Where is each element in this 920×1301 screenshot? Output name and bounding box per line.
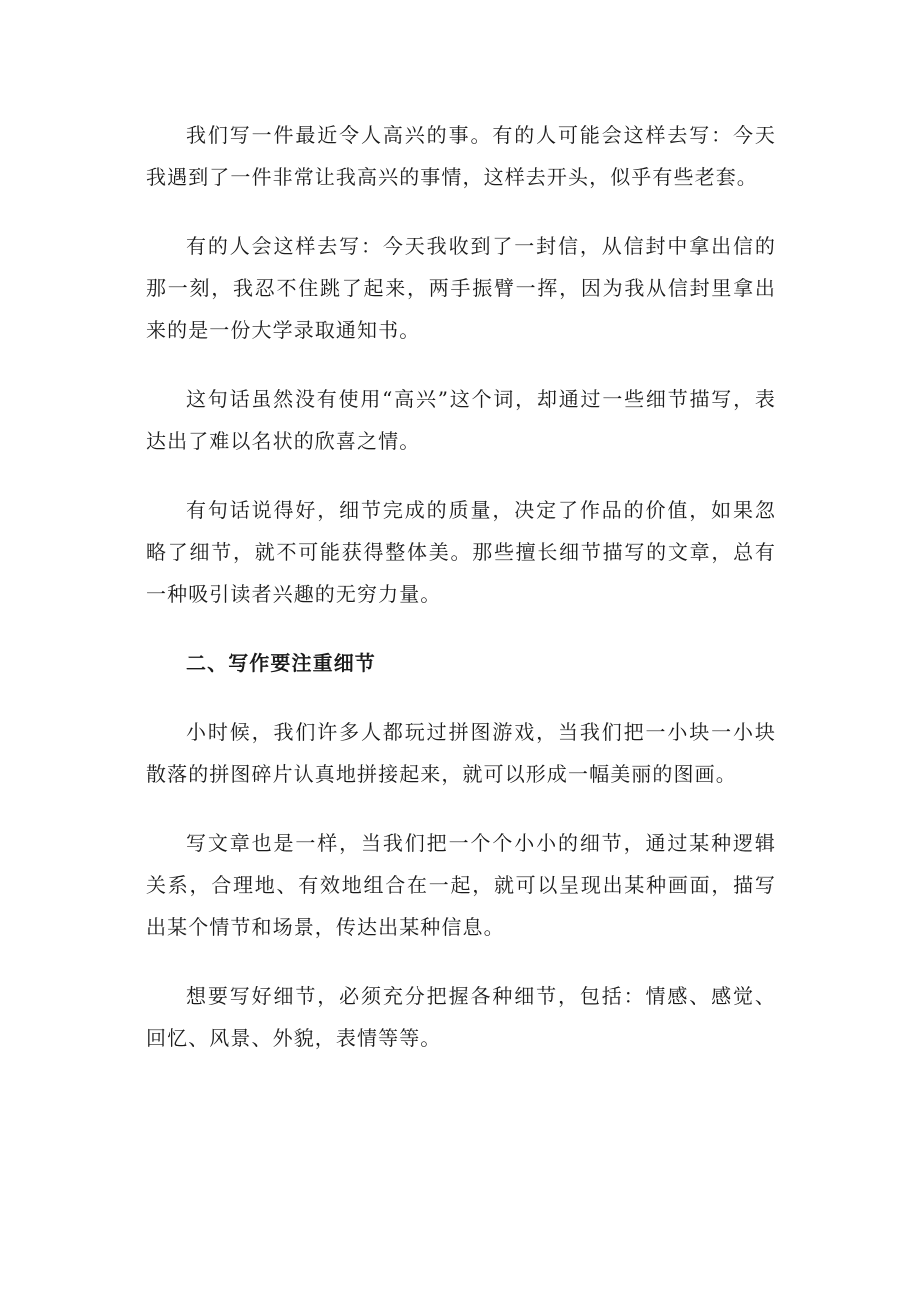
paragraph: 有的人会这样去写：今天我收到了一封信，从信封中拿出信的那一刻，我忍不住跳了起来，两手振臂一挥，因为我从信封里拿出来的是一份大学录取通知书。	[146, 234, 776, 342]
paragraph: 写文章也是一样，当我们把一个个小小的细节，通过某种逻辑关系，合理地、有效地组合在一起，就可以呈现出某种画面，描写出某个情节和场景，传达出某种信息。	[146, 831, 776, 939]
paragraph: 想要写好细节，必须充分把握各种细节，包括：情感、感觉、回忆、风景、外貌，表情等等。	[146, 984, 776, 1050]
paragraph: 有句话说得好，细节完成的质量，决定了作品的价值，如果忽略了细节，就不可能获得整体美。那些擅长细节描写的文章，总有一种吸引读者兴趣的无穷力量。	[146, 498, 776, 606]
document-body	[146, 114, 776, 1086]
paragraph: 我们写一件最近令人高兴的事。有的人可能会这样去写：今天我遇到了一件非常让我高兴的事情，这样去开头，似乎有些老套。	[146, 123, 776, 189]
paragraph: 小时候，我们许多人都玩过拼图游戏，当我们把一小块一小块散落的拼图碎片认真地拼接起来，就可以形成一幅美丽的图画。	[146, 720, 776, 786]
section-heading: 二、写作要注重细节	[186, 651, 376, 675]
paragraph: 这句话虽然没有使用“高兴”这个词，却通过一些细节描写，表达出了难以名状的欣喜之情。	[146, 387, 776, 453]
